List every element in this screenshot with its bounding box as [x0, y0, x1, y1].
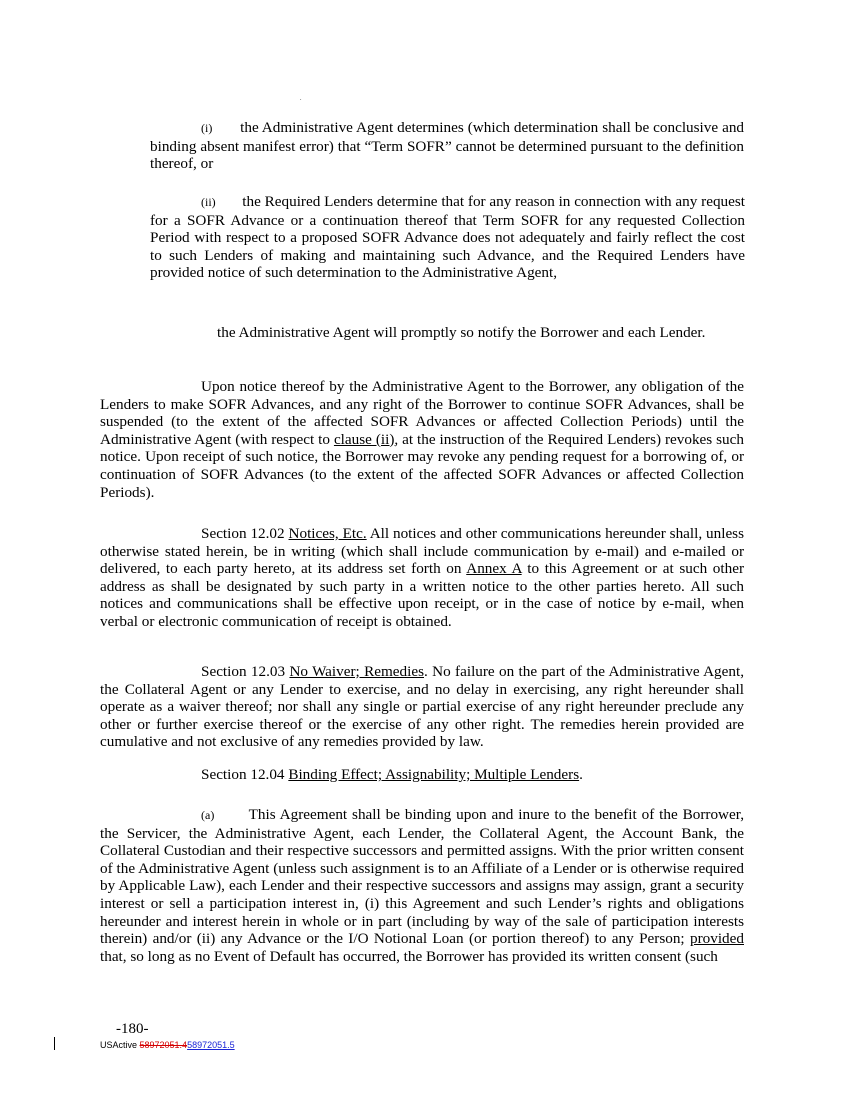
inserted-doc-id: 58972051.5 — [187, 1040, 235, 1050]
clause-marker: (a) — [201, 808, 215, 822]
clause-ii-reference: clause (ii) — [333, 430, 395, 448]
heading-period: . — [579, 766, 583, 783]
section-12-03 — [100, 663, 744, 751]
section-heading: No Waiver; Remedies — [289, 663, 424, 680]
clause-text: the Administrative Agent determines (which determination shall be conclusive and binding absent manifest error) that “Term SOFR” cannot be determined pursuant to the definition thereof, or — [150, 119, 745, 173]
section-number: Section 12.02 — [201, 525, 285, 542]
clause-text: the Required Lenders determine that for any reason in connection with any request for a SOFR Advance or a continuation thereof that Term SOFR for any requested Collection Period with respect to a proposed SOFR Advance does not adequately and fairly reflect the cost to such Lenders of making and maintaining such Advance, and the Required Lenders have provided notice of such determination to the Administrative Agent, — [150, 193, 746, 282]
paragraph-upon-notice — [100, 378, 744, 501]
text-run: to this Agreement or at such other address as shall be designated by such party in a written notice to the other parties hereto. All such notices and communications shall be effective upon receipt, or in the case of notice by e-mail, when verbal or electronic communication of receipt is obtained. — [100, 560, 745, 630]
text-run: , at the instruction of the Required Lenders) revokes such notice. Upon receipt of such notice, the Borrower may revoke any pending request for a borrowing of, or continuation of SOFR Advances (to the extent of the affected SOFR Advances or affected Collection Periods). — [100, 430, 744, 501]
paragraph-clause-a — [100, 806, 744, 965]
paragraph-notify: the Administrative Agent will promptly so notify the Borrower and each Lender. — [217, 324, 706, 341]
text-run: that, so long as no Event of Default has occurred, the Borrower has provided its written consent (such — [100, 947, 718, 965]
footer-prefix: USActive — [100, 1040, 140, 1050]
clause-marker: (i) — [201, 121, 213, 135]
section-heading: Binding Effect; Assignability; Multiple Lenders — [288, 766, 580, 783]
paragraph-clause-ii — [150, 193, 745, 282]
clause-marker: (ii) — [201, 195, 216, 209]
paragraph-clause-i — [150, 119, 744, 173]
deleted-doc-id: 58972051.4 — [139, 1040, 188, 1050]
annex-a-reference: Annex A — [466, 560, 522, 578]
document-footer — [100, 1040, 235, 1050]
section-heading: Notices, Etc. — [288, 525, 367, 542]
section-12-04 — [201, 766, 744, 784]
text-run: . No failure on the part of the Administrative Agent, the Collateral Agent or any Lender to exercise, and no delay in exercising, any right hereunder shall operate as a waiver thereof; nor shall any single or partial exercise of any right hereunder preclude any other or further exercise thereof or the exercise of any other right. The remedies herein provided are cumulative and not exclusive of any remedies provided by law. — [100, 663, 744, 751]
change-bar — [54, 1037, 55, 1050]
provided-term: provided — [690, 930, 744, 948]
page-number: -180- — [116, 1021, 149, 1037]
text-run: Upon notice thereof by the Administrative Agent to the Borrower, any obligation of the Lenders to make SOFR Advances, and any right of the Borrower to continue SOFR Advances, shall be suspended (to the extent of the affected SOFR Advances or affected Collection Periods) until the Administrative Agent (with respect to — [100, 378, 744, 448]
stray-mark: . — [300, 96, 302, 102]
section-number: Section 12.03 — [201, 663, 286, 680]
section-12-02 — [100, 525, 744, 631]
section-number: Section 12.04 — [201, 766, 285, 783]
text-run: This Agreement shall be binding upon and inure to the benefit of the Borrower, the Servicer, the Administrative Agent, each Lender, the Collateral Agent, the Account Bank, the Collateral Custodian and their respective successors and permitted assigns. With the prior written consent of the Administrative Agent (unless such assignment is to an Affiliate of a Lender or is otherwise required by Applicable Law), each Lender and their respective successors and assigns may assign, grant a security interest or sell a participation interest in, (i) this Agreement and such Lender’s rights and obligations hereunder and interest herein in whole or in part (including by way of the sale of participation interests therein) and/or (ii) any Advance or the I/O Notional Loan (or portion thereof) to any Person; — [100, 806, 744, 948]
text-run: All notices and other communications hereunder shall, unless otherwise stated herein, be in writing (which shall include communication by e-mail) and e-mailed or delivered, to each party hereto, at its address set forth on — [100, 525, 745, 578]
